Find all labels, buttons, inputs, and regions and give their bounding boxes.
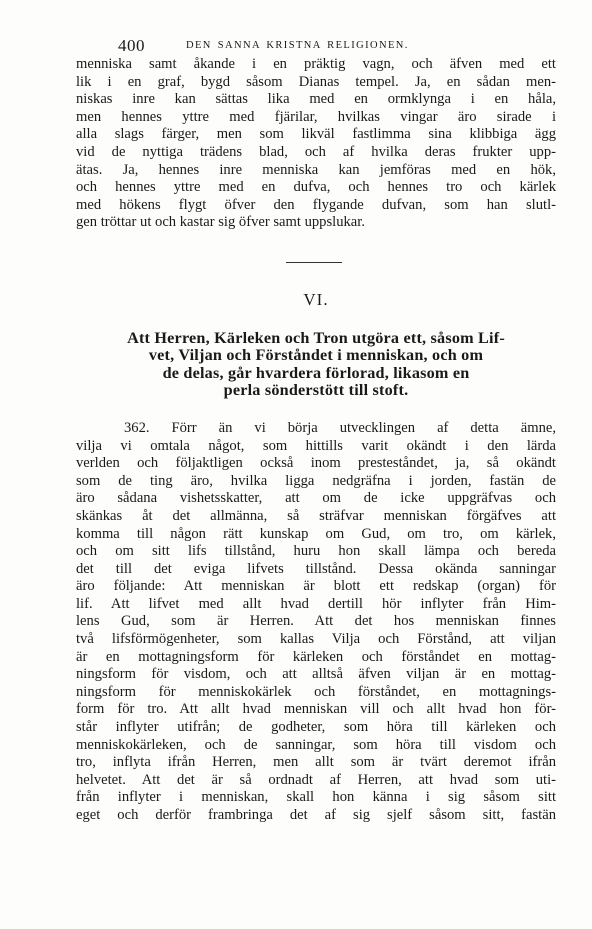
text-line: vid de nyttiga trädens blad, och af hvilka deras frukter upp- [76, 143, 556, 160]
text-line: niskas inre kan sättas lika med en ormklynga i en håla, [76, 91, 556, 108]
text-line: lens Gud, som är Herren. Att det hos menniskan finnes [76, 613, 556, 630]
text-line: alla slags färger, men som likväl fastlimma sina klibbiga ägg [76, 126, 556, 143]
text-line: och om sitt lifs tillstånd, huru hon skall lämpa och bereda [76, 543, 556, 560]
text-line: äro sådana vishetsskatter, att om de icke uppgräfvas och [76, 490, 556, 507]
text-line: två lifsförmögenheter, som kallas Vilja och Förstånd, att viljan [76, 631, 556, 648]
text-line: gen tröttar ut och kastar sig öfver samt uppslukar. [76, 214, 365, 231]
text-line: ningsform för visdom, och att alltså äfven viljan är en mottag- [76, 666, 556, 683]
page-header [76, 36, 556, 56]
section-title-line: vet, Viljan och Förståndet i menniskan, och om [148, 346, 484, 365]
text-line: ningsform för menniskokärlek och förståndet, en mottagnings- [76, 683, 556, 700]
text-line: vilja vi omtala något, som hittills varit okändt i den lärda [76, 437, 556, 454]
text-line: ätas. Ja, hennes inre menniska kan jemföras med en hök, [76, 161, 556, 178]
book-page [76, 36, 556, 825]
text-line: verlden och följaktligen också inom presteståndet, ja, så okändt [76, 455, 556, 472]
text-line: lik i en graf, bygd såsom Dianas tempel. Ja, en sådan men- [76, 73, 556, 90]
section-title-line: perla sönderstött till stoft. [223, 381, 409, 400]
text-line: menniskokärleken, och de sanningar, som höra till visdom och [76, 736, 556, 753]
text-line: som de ting äro, hvilka ligga nedgräfna i jorden, fastän de [76, 472, 556, 489]
section-divider-rule [286, 262, 342, 263]
text-line: skänkas åt det allmänna, så sträfvar menniskan förgäfves att [76, 507, 556, 524]
text-line: menniska samt åkande i en präktig vagn, och äfven med ett [76, 56, 556, 72]
section-title-line: de delas, går hvardera förlorad, likasom en [162, 363, 470, 382]
text-line: eget och derför frambringa det af sig sjelf såsom sitt, fastän [76, 807, 556, 823]
section-title-line: Att Herren, Kärleken och Tron utgöra ett, såsom Lif- [127, 328, 505, 347]
paragraph-362 [76, 420, 556, 825]
text-line: är en mottagningsform för kärleken och förståndet en mottag- [76, 648, 556, 665]
text-line: helvetet. Att det är så ordnadt af Herren, att hvad som uti- [76, 771, 556, 788]
text-line: med hökens flygt öfver den flygande dufvan, som han slutl- [76, 196, 556, 213]
text-line: från inflyter i menniskan, skall hon känna i sig såsom sitt [76, 789, 556, 806]
section-number: VI. [303, 289, 329, 309]
text-line: lif. Att lifvet med allt hvad dertill hör inflyter från Him- [76, 595, 556, 612]
section-title [76, 330, 556, 400]
text-line: äro följande: Att menniskan är blott ett redskap (organ) för [76, 578, 556, 595]
page-number: 400 [118, 36, 145, 55]
text-line: men hennes yttre med fjärilar, hvilkas vingar äro sirade i [76, 108, 556, 125]
text-line: form för tro. Att allt hvad menniskan vill och allt hvad hon för- [76, 701, 556, 718]
text-line: och hennes yttre med en dufva, och hennes tro och kärlek [76, 179, 556, 196]
paragraph-continued [76, 56, 556, 232]
text-line: tro, inflyta ifrån Herren, men allt som är tvärt deremot ifrån [76, 754, 556, 771]
text-line: komma till någon rätt kunskap om Gud, om tro, om kärlek, [76, 525, 556, 542]
running-head: DEN SANNA KRISTNA RELIGIONEN. [186, 40, 409, 51]
text-line: står inflyter utifrån; de godheter, som höra till kärleken och [76, 719, 556, 736]
text-line: 362. Förr än vi börja utvecklingen af detta ämne, [124, 419, 556, 436]
text-line: det till det eviga lifvets tillstånd. Dessa okända sanningar [76, 560, 556, 577]
